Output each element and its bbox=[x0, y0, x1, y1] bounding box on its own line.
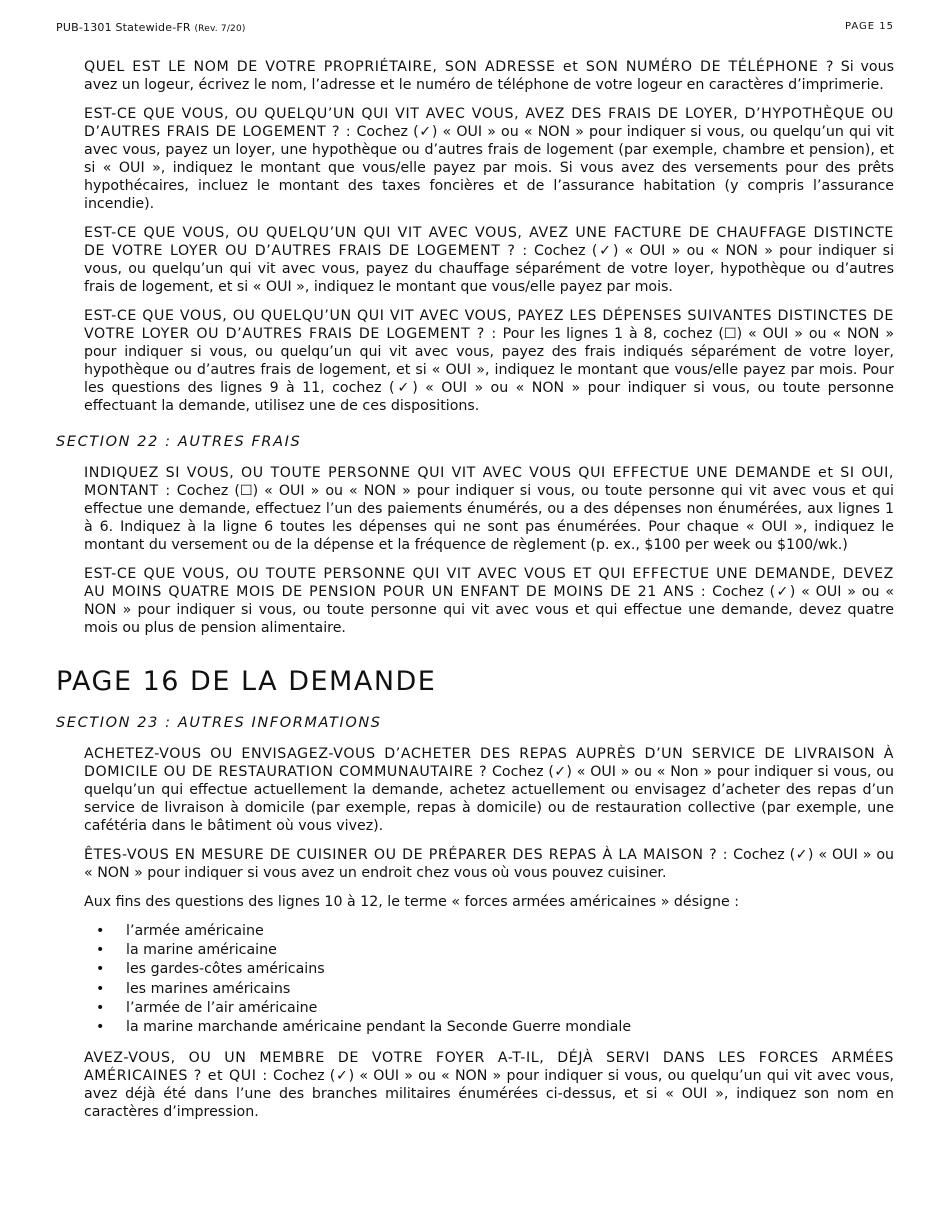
bullet-icon: • bbox=[96, 999, 105, 1016]
bullet-icon: • bbox=[96, 923, 105, 939]
instruction-text: Cochez (✓) « OUI » ou « NON » pour indiquer si vous, ou quelqu’un qui vit avec vous, payez du chauffage séparément de votre loyer, hypothèque ou d’autres frais de logement, et si « OUI », indiquez le montant que vous/elle payez par mois. bbox=[84, 243, 895, 295]
military-service-paragraph bbox=[84, 1049, 894, 1121]
list-item: • la marine marchande américaine pendant la Seconde Guerre mondiale bbox=[84, 1018, 894, 1037]
bullet-icon: • bbox=[96, 942, 105, 959]
other-costs-paragraph bbox=[84, 464, 894, 554]
housing-costs-paragraph bbox=[84, 105, 894, 213]
question-heading: QUEL EST LE NOM DE VOTRE PROPRIÉTAIRE, SON ADRESSE et SON NUMÉRO DE TÉLÉPHONE ? bbox=[84, 59, 834, 75]
question-heading: EST-CE QUE VOUS, OU QUELQU’UN QUI VIT AVEC VOUS, PAYEZ LES DÉPENSES SUIVANTES DISTINCTES DE VOTRE LOYER OU D’AUTRES FRAIS DE LOGEMENT ? : bbox=[84, 308, 894, 342]
list-item: • les gardes-côtes américains bbox=[84, 960, 894, 979]
instruction-text: Cochez (☐) « OUI » ou « NON » pour indiquer si vous, ou toute personne qui vit avec vous et qui effectue une demande, effectuez l’un des paiements énumérés, ou a des dépenses non énumérées, aux lignes 1 à 6. Indiquez à la ligne 6 toutes les dépenses qui ne sont pas énumérées. Pour chaque « OUI », indiquez le montant du versement ou de la dépense et la fréquence de règlement (p. ex., $100 per week ou $100/wk.) bbox=[84, 483, 894, 553]
question-heading: EST-CE QUE VOUS, OU QUELQU’UN QUI VIT AVEC VOUS, AVEZ DES FRAIS DE LOYER, D’HYPOTHÈQUE OU D’AUTRES FRAIS DE LOGEMENT ? : bbox=[84, 106, 894, 140]
doc-id: PUB-1301 Statewide-FR bbox=[56, 21, 191, 34]
cooking-paragraph bbox=[84, 846, 894, 882]
question-heading: EST-CE QUE VOUS, OU QUELQU’UN QUI VIT AVEC VOUS, AVEZ UNE FACTURE DE CHAUFFAGE DISTINCTE DE VOTRE LOYER OU D’AUTRES FRAIS DE LOGEMENT ? : bbox=[84, 225, 894, 259]
instruction-text: Cochez (✓) « OUI » ou « Non » pour indiquer si vous, ou quelqu’un qui effectue actuellement la demande, achetez actuellement ou envisagez d’acheter des repas d’un service de livraison à domicile (par exemple, repas à domicile) ou de restauration collective (par exemple, une cafétéria dans le bâtiment où vous vivez). bbox=[84, 764, 894, 834]
instruction-text: Si vous avez un logeur, écrivez le nom, l’adresse et le numéro de téléphone de votre logeur en caractères d’imprimerie. bbox=[84, 59, 894, 93]
list-item: • l’armée de l’air américaine bbox=[84, 999, 894, 1018]
revision: (Rev. 7/20) bbox=[194, 24, 246, 34]
list-item: • la marine américaine bbox=[84, 941, 894, 960]
page-16-heading: PAGE 16 DE LA DEMANDE bbox=[56, 666, 437, 697]
page-number: PAGE 15 bbox=[844, 21, 894, 32]
armed-forces-intro: Aux fins des questions des lignes 10 à 12, le terme « forces armées américaines » désigne : bbox=[84, 894, 739, 910]
armed-forces-list bbox=[84, 922, 894, 1037]
instruction-text: Cochez (✓) « OUI » ou « NON » pour indiquer si vous, ou toute personne qui vit avec vous et qui effectue une demande, devez quatre mois ou plus de pension alimentaire. bbox=[84, 584, 894, 636]
question-heading: EST-CE QUE VOUS, OU TOUTE PERSONNE QUI VIT AVEC VOUS ET QUI EFFECTUE UNE DEMANDE, DEVEZ AU MOINS QUATRE MOIS DE PENSION POUR UN ENFANT DE MOINS DE 21 ANS : bbox=[84, 566, 894, 600]
list-item: • l’armée américaine bbox=[84, 922, 894, 941]
bullet-icon: • bbox=[96, 980, 105, 997]
list-item: • les marines américains bbox=[84, 980, 894, 999]
section-22-title: SECTION 22 : AUTRES FRAIS bbox=[56, 434, 302, 450]
child-support-paragraph bbox=[84, 565, 894, 637]
header-doc-id bbox=[56, 21, 246, 34]
instruction-text: Cochez (✓) « OUI » ou « NON » pour indiquer si vous avez un endroit chez vous où vous pouvez cuisiner. bbox=[84, 847, 895, 881]
bullet-icon: • bbox=[96, 961, 105, 978]
instruction-text: Pour les lignes 1 à 8, cochez (☐) « OUI » ou « NON » pour indiquer si vous, ou quelqu’un qui vit avec vous, payez des frais indiqués séparément de votre loyer, hypothèque ou d’autres frais de logement, et si « OUI », indiquez le montant que vous/elle payez par mois. Pour les questions des lignes 9 à 11, cochez (✓) « OUI » ou « NON » pour indiquer si vous, ou toute personne effectuant la demande, utilisez une de ces dispositions. bbox=[84, 326, 894, 414]
question-heading: ÊTES-VOUS EN MESURE DE CUISINER OU DE PRÉPARER DES REPAS À LA MAISON ? : bbox=[84, 847, 729, 863]
question-heading: INDIQUEZ SI VOUS, OU TOUTE PERSONNE QUI VIT AVEC VOUS QUI EFFECTUE UNE DEMANDE et SI OUI, MONTANT : bbox=[84, 465, 894, 499]
question-heading: AVEZ-VOUS, OU UN MEMBRE DE VOTRE FOYER A-T-IL, DÉJÀ SERVI DANS LES FORCES ARMÉES AMÉRICAINES ? et QUI : bbox=[84, 1050, 894, 1085]
bullet-icon: • bbox=[96, 1019, 105, 1036]
section-23-title: SECTION 23 : AUTRES INFORMATIONS bbox=[56, 715, 382, 731]
separate-expenses-paragraph bbox=[84, 307, 894, 415]
main-content bbox=[56, 58, 894, 1132]
landlord-paragraph bbox=[84, 58, 894, 94]
meal-delivery-paragraph bbox=[84, 745, 894, 835]
instruction-text: Cochez (✓) « OUI » ou « NON » pour indiquer si vous, ou quelqu’un qui vit avec vous, payez un loyer, une hypothèque ou d’autres frais de logement (par exemple, chambre et pension), et si « OUI », indiquez le montant que vous/elle payez par mois. Si vous avez des versements pour des prêts hypothécaires, incluez le montant des taxes foncières et de l’assurance habitation (y compris l’assurance incendie). bbox=[84, 124, 894, 212]
heating-bill-paragraph bbox=[84, 224, 894, 296]
question-heading: ACHETEZ-VOUS OU ENVISAGEZ-VOUS D’ACHETER DES REPAS AUPRÈS D’UN SERVICE DE LIVRAISON À DOMICILE OU DE RESTAURATION COMMUNAUTAIRE ? bbox=[84, 746, 894, 780]
instruction-text: Cochez (✓) « OUI » ou « NON » pour indiquer si vous, ou quelqu’un qui vit avec vous, avez déjà été dans l’une des branches militaires énumérées ci-dessus, et si « OUI », indiquez son nom en caractères d’impression. bbox=[84, 1068, 894, 1121]
